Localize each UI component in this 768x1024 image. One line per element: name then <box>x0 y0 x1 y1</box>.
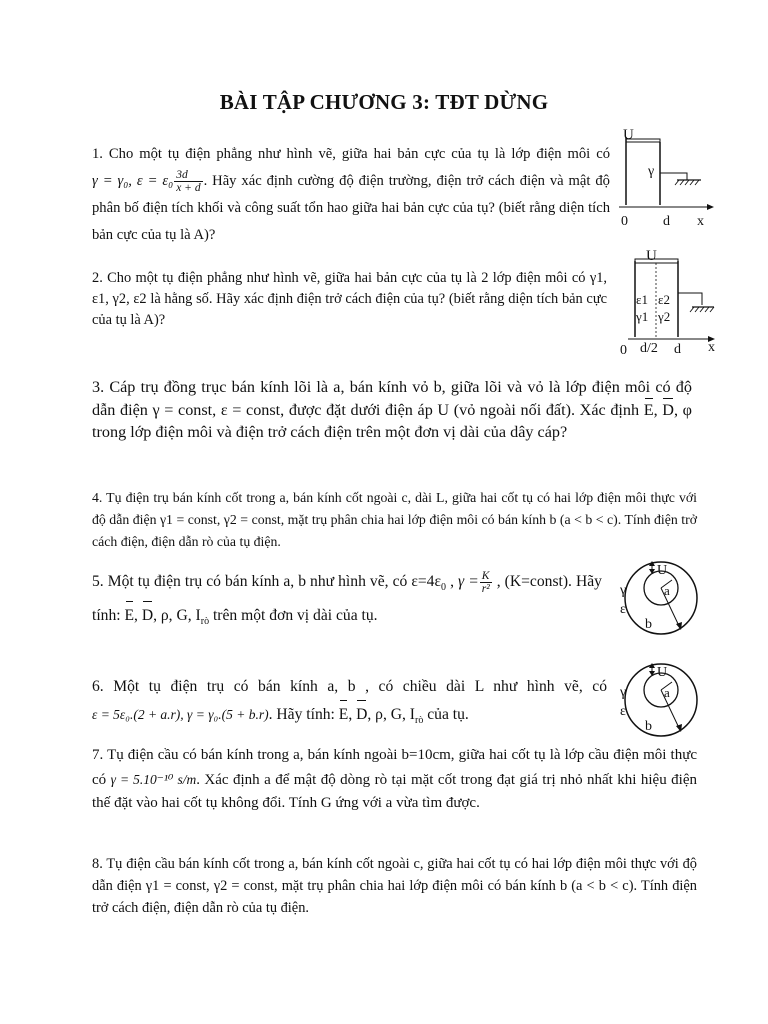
figure-3-cylinder-capacitor <box>612 558 712 636</box>
problem-5-text-3: , ρ, G, I <box>153 607 201 625</box>
fig3-u-label: U <box>657 563 668 578</box>
fig4-gamma-label: γ <box>620 685 627 700</box>
problem-6-text-2: . Hãy tính: <box>268 706 339 723</box>
fig4-a-label: a <box>664 685 670 700</box>
fig2-gamma2-label: γ2 <box>658 309 671 324</box>
problem-3 <box>92 376 692 444</box>
subscript: rò <box>415 715 424 727</box>
problem-5-text: 5. Một tụ điện trụ có bán kính a, b như hình vẽ, có ε=4ε <box>92 573 442 590</box>
vector-d: D <box>356 701 367 729</box>
fig4-b-label: b <box>645 719 652 734</box>
fig3-b-label: b <box>645 617 652 632</box>
subscript: rò <box>200 616 210 628</box>
fig2-d-label: d <box>674 342 681 357</box>
fig1-arrow-icon <box>707 204 714 210</box>
problem-5-text-4: trên một đơn vị dài của tụ. <box>209 607 378 625</box>
vector-e: E <box>339 701 349 729</box>
fraction-numerator: K <box>480 570 492 583</box>
problem-3-text-2: , φ trong lớp điện môi và điện trở cách điện trên một đơn vị dài của dây cáp? <box>92 400 693 441</box>
problem-6-text-3: , ρ, G, I <box>367 706 416 723</box>
problem-6: 6. Một tụ điện trụ có bán kính a, b , có chiều dài L như hình vẽ, có ε = 5ε₀.(2 + a.r), γ = γ₀.(5 + b.r). Hãy tính: E, D, ρ, G, $I_{rò}$ của tụ. <box>92 673 607 735</box>
vector-e: E <box>125 602 135 630</box>
fig3-arrow-icon <box>649 569 655 574</box>
fig1-ground-hatch <box>675 180 699 185</box>
fraction-numerator: 3d <box>174 169 202 182</box>
fig4-u-label: U <box>657 665 668 680</box>
fraction <box>174 169 202 194</box>
figure-4-cylinder-capacitor <box>612 660 712 738</box>
fig1-d-label: d <box>663 214 670 229</box>
fig1-u-label: U <box>623 127 634 143</box>
figure-2-two-layer-capacitor <box>618 245 728 358</box>
fraction-denominator: r² <box>481 582 490 595</box>
fraction-denominator: x + d <box>176 182 201 195</box>
problem-5: 5. Một tụ điện trụ có bán kính a, b như hình vẽ, có $\varepsilon=4\varepsilon_0$ , γ = $\frac{K}{\text{r²}}$ , (K=const). Hãy tính: E, D, ρ, G, $I_{rò}$ trên một đơn vị dài của tụ. <box>92 568 602 636</box>
problem-3-text: 3. Cáp trụ đồng trục bán kính lõi là a, bán kính vỏ b, giữa lõi và vỏ là lớp điện môi có độ dẫn điện γ = const, ε = const, được đặt dưới điện áp U (vỏ ngoài nối đất). Xác định <box>92 378 692 419</box>
fig2-gamma1-label: γ1 <box>636 309 649 324</box>
figure-1-planar-capacitor <box>615 125 725 230</box>
fig2-d2-label: d/2 <box>640 341 658 356</box>
problem-1 <box>92 141 610 249</box>
vector-d: D <box>662 399 674 422</box>
problem-1-text: 1. Cho một tụ điện phẳng như hình vẽ, giữa hai bản cực của tụ là lớp điện môi có <box>92 146 610 162</box>
fig1-ground-wire <box>660 173 687 180</box>
fig1-x-label: x <box>697 214 704 229</box>
fig2-eps2-label: ε2 <box>658 292 670 307</box>
problem-4: 4. Tụ điện trụ bán kính cốt trong a, bán kính cốt ngoài c, dài L, giữa hai cốt tụ có hai lớp điện môi thực với độ dẫn điện γ1 = const, γ2 = const, mặt trụ phân chia hai lớp điện môi có bán kính b (a < b < c). Tính điện trở cách điện, điện dẫn rò của tụ điện. <box>92 490 697 549</box>
separator: , <box>446 573 459 590</box>
fig2-zero-label: 0 <box>620 343 627 358</box>
problem-7-formula: γ = 5.10⁻¹⁰ s/m <box>110 771 197 787</box>
fig1-gamma-label: γ <box>648 164 655 179</box>
fraction <box>480 570 492 595</box>
problem-6-text-4: của tụ. <box>423 706 469 723</box>
fig2-ground-hatch <box>690 307 714 312</box>
fig2-ground-wire <box>678 293 702 305</box>
problem-5-text-2: , (K=const). Hãy tính: <box>92 573 602 625</box>
vector-d: D <box>142 602 153 630</box>
fig3-eps-label: ε <box>620 602 626 617</box>
fig2-x-label: x <box>708 340 715 355</box>
page-title: BÀI TẬP CHƯƠNG 3: TĐT DỪNG <box>219 90 549 114</box>
problem-7 <box>92 744 697 816</box>
problem-1-formula: γ = γ₀, ε = ε₀ <box>92 173 174 189</box>
fig4-eps-label: ε <box>620 704 626 719</box>
problem-7-text-2: . Xác định a để mật độ dòng rò tại mặt cốt trong đạt giá trị nhỏ nhất khi hiệu điện thế đặt vào hai cốt tụ không đổi. Tính G ứng với a vừa tìm được. <box>92 771 697 811</box>
fig1-zero-label: 0 <box>621 214 628 229</box>
problem-7-text: 7. Tụ điện cầu có bán kính trong a, bán kính ngoài b=10cm, giữa hai cốt tụ là lớp cầu điện môi thực có <box>92 747 697 788</box>
problem-6-formula: ε = 5ε₀.(2 + a.r), γ = γ₀.(5 + b.r) <box>92 707 269 722</box>
problem-6-text: 6. Một tụ điện trụ có bán kính a, b , có chiều dài L như hình vẽ, có <box>92 678 607 695</box>
problem-1-text-2: . Hãy xác định cường độ điện trường, điện trở cách điện và mật độ phân bố điện tích khối và công suất tổn hao giữa hai bản cực của tụ? (biết rằng diện tích bản cực của tụ là A)? <box>92 173 610 243</box>
fig2-eps1-label: ε1 <box>636 292 648 307</box>
fig3-gamma-label: γ <box>620 583 627 598</box>
fig4-arrow-icon <box>649 671 655 676</box>
fig2-u-label: U <box>646 248 657 264</box>
subscript: 0 <box>441 582 447 594</box>
problem-5-formula: γ = <box>458 573 479 590</box>
separator: , <box>653 400 663 419</box>
vector-e: E <box>644 399 654 422</box>
problem-8: 8. Tụ điện cầu bán kính cốt trong a, bán kính cốt ngoài c, giữa hai cốt tụ có hai lớp điện môi thực với độ dẫn điện γ1 = const, γ2 = const, mặt trụ phân chia hai lớp điện môi có bán kính b (a < b < c). Tính điện trở cách điện, điện dẫn rò của tụ điện. <box>92 856 697 916</box>
problem-2: 2. Cho một tụ điện phẳng như hình vẽ, giữa hai bản cực của tụ là 2 lớp điện môi có γ1, ε1, γ2, ε2 là hằng số. Hãy xác định điện trở cách điện của tụ? (biết rằng diện tích bản cực của tụ là A)? <box>92 270 607 328</box>
fig3-a-label: a <box>664 583 670 598</box>
